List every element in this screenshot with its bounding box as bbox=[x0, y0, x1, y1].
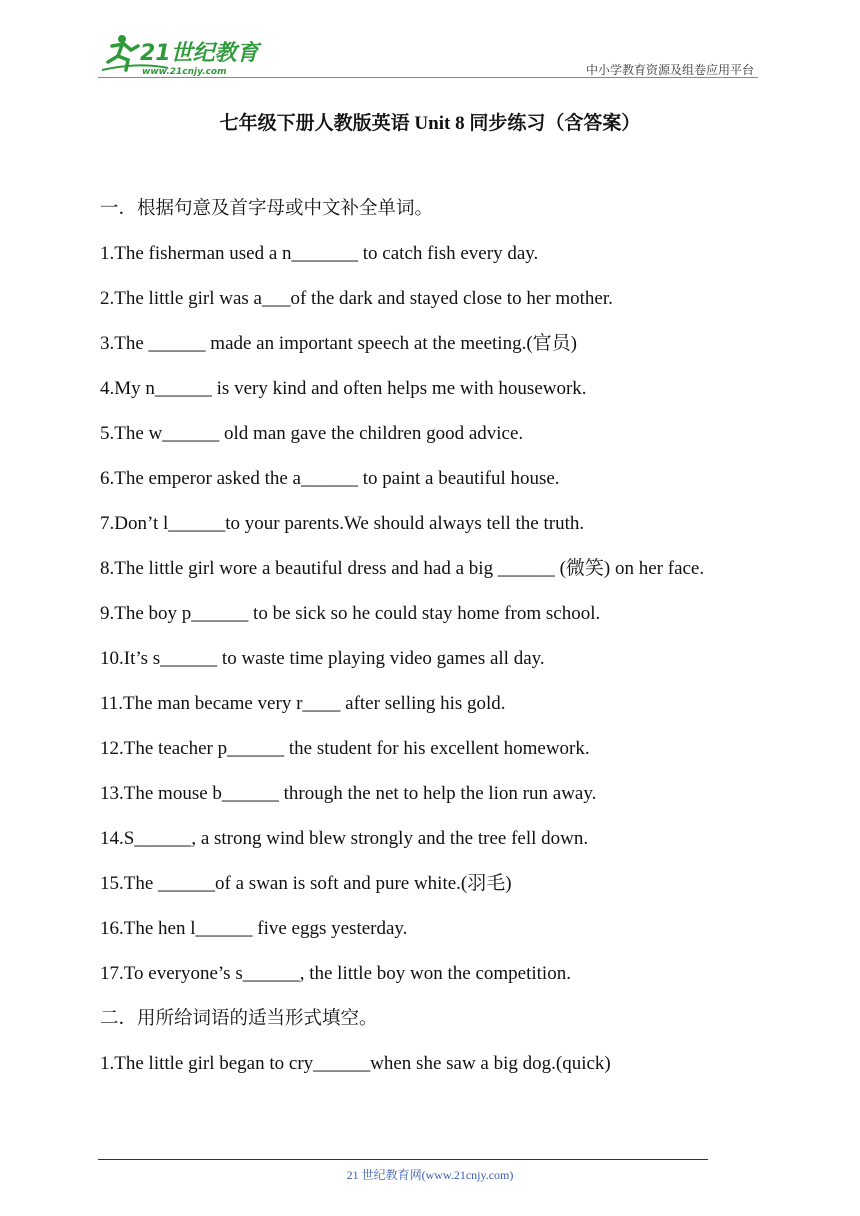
question-1-17: 17.To everyone’s s______, the little boy won the competition. bbox=[100, 963, 571, 984]
page-header bbox=[98, 30, 758, 78]
question-1-11: 11.The man became very r____ after selling his gold. bbox=[100, 693, 506, 714]
section-1-heading: 一．根据句意及首字母或中文补全单词。 bbox=[100, 198, 434, 219]
question-1-1: 1.The fisherman used a n_______ to catch fish every day. bbox=[100, 243, 539, 264]
question-1-13: 13.The mouse b______ through the net to help the lion run away. bbox=[100, 783, 597, 804]
page-footer: 21 世纪教育网(www.21cnjy.com) bbox=[346, 1168, 514, 1182]
question-1-5: 5.The w______ old man gave the children good advice. bbox=[100, 423, 524, 444]
question-1-3: 3.The ______ made an important speech at the meeting.(官员) bbox=[100, 333, 577, 354]
footer-divider bbox=[98, 1159, 708, 1160]
question-1-16: 16.The hen l______ five eggs yesterday. bbox=[100, 918, 408, 939]
question-2-1: 1.The little girl began to cry______when she saw a big dog.(quick) bbox=[100, 1053, 611, 1074]
question-1-4: 4.My n______ is very kind and often helps me with housework. bbox=[100, 378, 587, 399]
question-1-8: 8.The little girl wore a beautiful dress and had a big ______ (微笑) on her face. bbox=[100, 558, 705, 579]
header-platform-text: 中小学教育资源及组卷应用平台 bbox=[585, 63, 754, 77]
question-1-9: 9.The boy p______ to be sick so he could stay home from school. bbox=[100, 603, 601, 624]
question-1-2: 2.The little girl was a___of the dark and stayed close to her mother. bbox=[100, 288, 613, 309]
logo-21cnjy bbox=[98, 32, 268, 78]
header-divider bbox=[98, 77, 758, 78]
question-1-10: 10.It’s s______ to waste time playing video games all day. bbox=[100, 648, 545, 669]
logo-url: www.21cnjy.com bbox=[142, 67, 227, 77]
logo-text: 21世纪教育 bbox=[140, 41, 259, 66]
question-1-7: 7.Don’t l______to your parents.We should always tell the truth. bbox=[100, 513, 585, 534]
document-body bbox=[100, 186, 765, 1086]
question-1-6: 6.The emperor asked the a______ to paint a beautiful house. bbox=[100, 468, 560, 489]
question-1-12: 12.The teacher p______ the student for his excellent homework. bbox=[100, 738, 590, 759]
question-1-15: 15.The ______of a swan is soft and pure white.(羽毛) bbox=[100, 873, 512, 894]
page-title: 七年级下册人教版英语 Unit 8 同步练习（含答案） bbox=[219, 113, 641, 134]
question-1-14: 14.S______, a strong wind blew strongly and the tree fell down. bbox=[100, 828, 589, 849]
section-2-heading: 二．用所给词语的适当形式填空。 bbox=[100, 1008, 378, 1029]
